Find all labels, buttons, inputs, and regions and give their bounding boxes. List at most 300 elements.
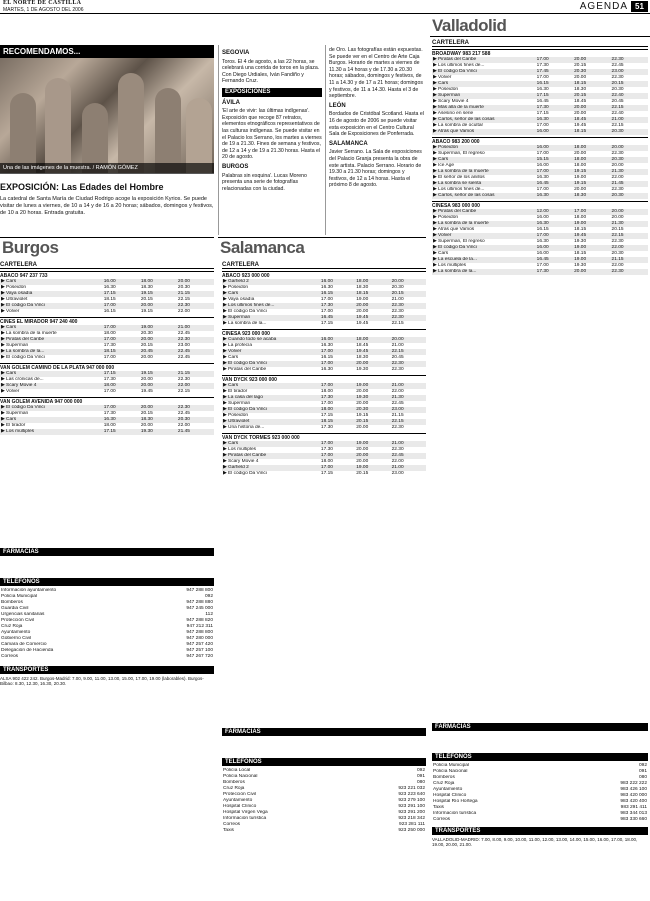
- showtime: 22.30: [391, 425, 404, 430]
- showtime: 21.00: [391, 441, 404, 446]
- showtime: 22.15: [391, 419, 404, 424]
- burgos-services: [0, 545, 214, 686]
- phone-label: Policía Municipal: [433, 763, 469, 768]
- showtime: 20.15: [391, 291, 404, 296]
- showtime: 16.30: [536, 239, 549, 244]
- showtime: 20.15: [574, 63, 587, 68]
- showtime: 16.45: [536, 99, 549, 104]
- showtime: 16.30: [103, 285, 116, 290]
- showtime: 20.15: [574, 93, 587, 98]
- showtime: 17.30: [536, 269, 549, 274]
- showtime: 20.00: [574, 187, 587, 192]
- showtime: 18.00: [574, 145, 587, 150]
- burgos-transportes: TRANSPORTES: [0, 666, 214, 674]
- showtime: 20.30: [611, 193, 624, 198]
- phone-label: Ayuntamiento: [433, 787, 463, 792]
- phone-label: Información turística: [433, 811, 477, 816]
- showtime: 21.30: [391, 395, 404, 400]
- valladolid-cartelera: CARTELERA: [432, 40, 648, 47]
- phone-label: Ayuntamiento: [223, 798, 253, 803]
- valladolid-farmacias: FARMACIAS: [432, 723, 648, 731]
- film-title: ▶ El código Da Vinci: [433, 245, 477, 250]
- showtime: 22.00: [391, 459, 404, 464]
- film-title: ▶ Los últimos fines de...: [433, 187, 485, 192]
- phone-label: Policía Nacional: [433, 769, 468, 774]
- showtime: 17.00: [103, 355, 116, 360]
- exhibitions-column: [222, 47, 322, 194]
- showtime: 22.30: [611, 57, 624, 62]
- showtime: 18.30: [356, 355, 369, 360]
- showtime: 18.00: [574, 215, 587, 220]
- phone-label: Correos: [223, 822, 241, 827]
- showtime: 19.15: [574, 181, 587, 186]
- showtime: 17.15: [103, 291, 116, 296]
- phone-label: Información ayuntamiento: [1, 588, 57, 593]
- showtime: 22.30: [177, 303, 190, 308]
- showtime: 22.15: [391, 349, 404, 354]
- showtime: 17.30: [103, 411, 116, 416]
- showtime: 19.45: [356, 349, 369, 354]
- avila-text: 'El arte de vivir: las últimas indígenas'. Exposición que recoge 87 retratos, elementos etnográficos representativos de las culturas indígenas. Se puede visitar en el Palacio los Serrano, los martes a viernes de 19 a 21.30. Fines de semana y festivos, de 12 a 14 y de 19 a 21.30 horas. Hasta el 20 de agosto.: [222, 108, 322, 161]
- showtime: 16.00: [320, 337, 333, 342]
- showtime: 20.30: [391, 285, 404, 290]
- showtime: 16.00: [103, 279, 116, 284]
- showtime: 20.45: [391, 355, 404, 360]
- showtime: 20.00: [177, 279, 190, 284]
- showtime: 18.00: [356, 279, 369, 284]
- salamanca-cinema-name: VAN DYCK TORMES 923 000 000: [222, 433, 426, 441]
- showtime: 18.15: [574, 227, 587, 232]
- phone-label: Cruz Roja: [1, 624, 23, 629]
- showtime: 19.30: [356, 395, 369, 400]
- showtime: 18.15: [574, 81, 587, 86]
- showtime: 20.00: [574, 151, 587, 156]
- showtime: 21.00: [391, 343, 404, 348]
- showtime: 20.30: [611, 129, 624, 134]
- showtime: 21.30: [611, 169, 624, 174]
- showtime: 20.00: [391, 337, 404, 342]
- film-title: ▶ El código Da Vinci: [223, 309, 267, 314]
- showtime: 20.15: [611, 81, 624, 86]
- phone-number: 923 291 100: [398, 804, 425, 809]
- phone-number: 923 223 640: [398, 792, 425, 797]
- film-title: ▶ Poseidón: [433, 145, 459, 150]
- lead-text: La catedral de Santa María de Ciudad Rodrigo acoge la exposición Kyrios. Se puede visitar de lunes a viernes, de 10 a 14 y de 16 a 20 horas; sábados, domingos y festivos, de 10 a 20 horas. Entrada gratuita.: [0, 196, 214, 216]
- phone-number: 947 288 800: [186, 588, 213, 593]
- burgos-exhibit-text: Palabras sin esquina'. Lucas Moreno presenta una serie de fotografías relacionadas con la ciudad.: [222, 172, 307, 192]
- film-title: ▶ Cars: [223, 355, 239, 360]
- film-title: ▶ Piratas del Caribe: [223, 453, 267, 458]
- showtime: 17.00: [536, 57, 549, 62]
- showtime: 20.30: [140, 331, 153, 336]
- phone-number: 983 344 013: [620, 811, 647, 816]
- showtime: 21.00: [391, 465, 404, 470]
- phone-number: 092: [416, 768, 425, 773]
- film-title: ▶ El código Da Vinci: [223, 361, 267, 366]
- phone-label: Cruz Roja: [433, 781, 455, 786]
- film-title: ▶ Una historia de...: [223, 425, 265, 430]
- showtime: 20.00: [356, 309, 369, 314]
- film-title: ▶ Cars: [223, 291, 239, 296]
- showtime: 17.00: [320, 465, 333, 470]
- table-row: [0, 429, 214, 435]
- showtime: 16.30: [320, 343, 333, 348]
- showtime: 18.00: [320, 407, 333, 412]
- showtime: 22.30: [177, 377, 190, 382]
- phone-number: 983 291 411: [620, 805, 647, 810]
- showtime: 17.00: [574, 209, 587, 214]
- film-title: ▶ Cars: [1, 417, 17, 422]
- phone-number: 091: [416, 774, 425, 779]
- showtime: 21.45: [177, 429, 190, 434]
- phone-label: Hospital Clínico: [223, 804, 257, 809]
- showtime: 16.00: [536, 145, 549, 150]
- film-title: ▶ La sombra de la muerte: [433, 169, 489, 174]
- phone-label: Información turística: [223, 816, 267, 821]
- showtime: 20.00: [611, 163, 624, 168]
- segovia-heading: SEGOVIA: [222, 50, 250, 56]
- phone-label: Delegación de Hacienda: [1, 648, 54, 653]
- salamanca-farmacias: FARMACIAS: [222, 728, 426, 736]
- showtime: 18.15: [103, 349, 116, 354]
- lead-title: EXPOSICIÓN: Las Edades del Hombre: [0, 182, 164, 192]
- showtime: 22.45: [177, 355, 190, 360]
- film-title: ▶ Los últimos fines de...: [223, 303, 275, 308]
- film-title: ▶ El código Da Vinci: [223, 471, 267, 476]
- film-title: ▶ Piratas del Caribe: [433, 57, 477, 62]
- showtime: 19.45: [574, 123, 587, 128]
- showtime: 20.00: [574, 111, 587, 116]
- showtime: 20.30: [356, 407, 369, 412]
- exhibition-photo: [0, 58, 214, 173]
- showtime: 22.30: [391, 309, 404, 314]
- showtime: 17.00: [103, 389, 116, 394]
- showtime: 18.00: [320, 389, 333, 394]
- film-title: ▶ Vaya osadía: [1, 291, 33, 296]
- showtime: 22.15: [177, 297, 190, 302]
- showtime: 18.30: [140, 285, 153, 290]
- phone-label: Policía Nacional: [223, 774, 258, 779]
- showtime: 20.00: [140, 355, 153, 360]
- film-title: ▶ Cars: [433, 81, 449, 86]
- exhibitions-banner: EXPOSICIONES: [222, 88, 322, 97]
- phone-number: 983 222 222: [620, 781, 647, 786]
- showtime: 20.00: [140, 337, 153, 342]
- film-title: ▶ Cuando todo se acaba: [223, 337, 277, 342]
- showtime: 22.45: [177, 349, 190, 354]
- showtime: 17.00: [320, 383, 333, 388]
- showtime: 16.45: [536, 257, 549, 262]
- phone-label: Hospital Virgen Vega: [223, 810, 268, 815]
- showtime: 18.30: [574, 193, 587, 198]
- film-title: ▶ Volver: [433, 233, 452, 238]
- valladolid-services: [432, 720, 648, 847]
- showtime: 19.00: [356, 441, 369, 446]
- film-title: ▶ Piratas del Caribe: [1, 337, 45, 342]
- film-title: ▶ Superman: [433, 93, 461, 98]
- film-title: ▶ Garfield 2: [223, 279, 249, 284]
- showtime: 19.00: [140, 325, 153, 330]
- film-title: ▶ Cars: [223, 383, 239, 388]
- showtime: 20.00: [356, 361, 369, 366]
- showtime: 18.00: [574, 163, 587, 168]
- showtime: 16.30: [103, 417, 116, 422]
- film-title: ▶ El señor de los anillos: [433, 175, 485, 180]
- showtime: 18.15: [103, 297, 116, 302]
- salamanca-cinema-name: ABACO 923 000 000: [222, 271, 426, 279]
- showtime: 22.45: [611, 63, 624, 68]
- film-title: ▶ Cars: [433, 251, 449, 256]
- showtime: 19.15: [140, 371, 153, 376]
- showtime: 22.30: [391, 447, 404, 452]
- segovia-text: Toros. El 4 de agosto, a las 22 horas, se celebrará una corrida de toros en la plaza. Con Diego Urdiales, Iván Fandiño y Fernando Cruz.: [222, 58, 320, 85]
- showtime: 21.15: [177, 291, 190, 296]
- valladolid-listings: [432, 40, 648, 275]
- showtime: 20.00: [140, 423, 153, 428]
- film-title: ▶ Cars: [1, 371, 17, 376]
- showtime: 19.00: [574, 257, 587, 262]
- showtime: 20.00: [611, 215, 624, 220]
- film-title: ▶ Ice Age: [433, 163, 455, 168]
- film-title: ▶ La sombra de la muerte: [433, 221, 489, 226]
- phone-number: 947 280 000: [186, 636, 213, 641]
- film-title: ▶ Más allá de la muerte: [433, 105, 484, 110]
- phone-number: 947 245 000: [186, 606, 213, 611]
- phone-number: 080: [416, 780, 425, 785]
- showtime: 17.30: [320, 447, 333, 452]
- valladolid-transport-text: VALLADOLID-MADRID: 7.00, 8.00, 9.00, 10.00, 11.00, 12.00, 13.00, 14.00, 15.00, 16.00, 17.00, 18.00, 19.00, 20.00, 21.00.: [432, 837, 638, 847]
- showtime: 17.00: [536, 75, 549, 80]
- phone-number: 947 212 311: [186, 624, 213, 629]
- film-title: ▶ Volver: [223, 349, 242, 354]
- showtime: 22.00: [611, 245, 624, 250]
- showtime: 18.30: [140, 417, 153, 422]
- film-title: ▶ El código Da Vinci: [1, 303, 45, 308]
- phone-number: 983 420 400: [620, 799, 647, 804]
- showtime: 19.00: [574, 221, 587, 226]
- showtime: 16.30: [536, 193, 549, 198]
- burgos-cinema-name: VAN GOLEM CAMINO DE LA PLATA 947 000 000: [0, 363, 214, 371]
- showtime: 19.00: [356, 465, 369, 470]
- film-title: ▶ El tirador: [223, 389, 248, 394]
- recommended-banner: RECOMENDAMOS...: [0, 45, 214, 58]
- showtime: 18.00: [356, 337, 369, 342]
- film-title: ▶ Scary Movie 4: [223, 459, 259, 464]
- film-title: ▶ El código Da Vinci: [433, 69, 477, 74]
- film-title: ▶ Poseidón: [433, 215, 459, 220]
- film-title: ▶ Asesino en serie: [433, 111, 474, 116]
- film-title: ▶ Superman: [1, 343, 29, 348]
- showtime: 17.15: [536, 111, 549, 116]
- film-title: ▶ El código Da Vinci: [223, 407, 267, 412]
- publication-name: EL NORTE DE CASTILLA: [3, 0, 82, 6]
- showtime: 19.00: [574, 245, 587, 250]
- film-title: ▶ Superman: [223, 401, 251, 406]
- showtime: 20.15: [140, 343, 153, 348]
- table-row: [432, 269, 648, 275]
- showtime: 21.00: [611, 117, 624, 122]
- showtime: 16.45: [320, 315, 333, 320]
- showtime: 18.45: [574, 117, 587, 122]
- burgos-cartelera: CARTELERA: [0, 262, 214, 269]
- table-row: [222, 425, 426, 431]
- showtime: 23.00: [177, 343, 190, 348]
- showtime: 18.00: [103, 383, 116, 388]
- phone-number: 923 291 200: [398, 810, 425, 815]
- showtime: 22.45: [177, 331, 190, 336]
- phone-number: 983 420 000: [620, 793, 647, 798]
- showtime: 19.45: [140, 389, 153, 394]
- showtime: 20.00: [611, 209, 624, 214]
- film-title: ▶ La sombra de la...: [223, 321, 267, 326]
- showtime: 20.15: [611, 227, 624, 232]
- showtime: 18.00: [140, 279, 153, 284]
- showtime: 20.45: [140, 349, 153, 354]
- photo-caption: Una de las imágenes de la muestra. / RAMÓN GÓMEZ: [0, 163, 214, 174]
- showtime: 20.00: [140, 303, 153, 308]
- showtime: 17.00: [536, 187, 549, 192]
- phone-number: 091: [638, 769, 647, 774]
- film-title: ▶ Superman, El regreso: [433, 151, 485, 156]
- film-title: ▶ Las crónicas de...: [1, 377, 44, 382]
- showtime: 20.00: [356, 303, 369, 308]
- phone-number: 947 288 880: [186, 600, 213, 605]
- table-row: [0, 309, 214, 315]
- showtime: 22.00: [611, 263, 624, 268]
- film-title: ▶ Superman: [223, 315, 251, 320]
- showtime: 16.30: [320, 285, 333, 290]
- showtime: 20.00: [140, 405, 153, 410]
- showtime: 23.00: [611, 69, 624, 74]
- film-title: ▶ Poseidón: [223, 285, 249, 290]
- showtime: 20.15: [140, 297, 153, 302]
- phone-label: Protección Civil: [223, 792, 257, 797]
- showtime: 20.00: [574, 269, 587, 274]
- phone-label: Gobierno Civil: [1, 636, 32, 641]
- phone-label: Cruz Roja: [223, 786, 245, 791]
- phone-number: 983 330 660: [620, 817, 647, 822]
- showtime: 18.15: [356, 291, 369, 296]
- showtime: 22.30: [611, 75, 624, 80]
- film-title: ▶ Los múltiples: [223, 447, 257, 452]
- showtime: 17.00: [320, 349, 333, 354]
- salamanca-heading: Salamanca: [220, 238, 305, 257]
- table-row: [222, 367, 426, 373]
- exhibitions-column-2: [329, 47, 424, 191]
- showtime: 22.45: [391, 453, 404, 458]
- showtime: 23.00: [391, 407, 404, 412]
- showtime: 19.15: [140, 291, 153, 296]
- showtime: 16.15: [320, 291, 333, 296]
- showtime: 22.15: [611, 233, 624, 238]
- showtime: 17.00: [320, 309, 333, 314]
- burgos-farmacias: FARMACIAS: [0, 548, 214, 556]
- film-title: ▶ Volver: [1, 389, 20, 394]
- showtime: 22.00: [391, 389, 404, 394]
- showtime: 17.30: [536, 63, 549, 68]
- showtime: 17.30: [320, 425, 333, 430]
- showtime: 22.40: [611, 93, 624, 98]
- showtime: 20.00: [356, 389, 369, 394]
- salamanca-exhibit-heading: SALAMANCA: [329, 140, 368, 147]
- showtime: 22.30: [611, 269, 624, 274]
- phone-number: 092: [638, 763, 647, 768]
- film-title: ▶ Volver: [1, 309, 20, 314]
- showtime: 21.00: [177, 325, 190, 330]
- showtime: 20.30: [177, 285, 190, 290]
- showtime: 20.00: [356, 425, 369, 430]
- salamanca-cartelera: CARTELERA: [222, 262, 426, 269]
- phone-label: Taxis: [433, 805, 444, 810]
- film-title: ▶ Superman: [1, 411, 29, 416]
- film-title: ▶ La casa del lago: [223, 395, 263, 400]
- showtime: 17.00: [103, 325, 116, 330]
- showtime: 17.00: [320, 361, 333, 366]
- film-title: ▶ La sombra se sienta: [433, 181, 482, 186]
- avila-heading: ÁVILA: [222, 99, 240, 106]
- phone-label: Bomberos: [433, 775, 455, 780]
- showtime: 19.15: [140, 309, 153, 314]
- phone-label: Guardia Civil: [1, 606, 29, 611]
- showtime: 23.00: [391, 471, 404, 476]
- phone-label: Policía Municipal: [1, 594, 37, 599]
- phone-label: Correos: [1, 654, 19, 659]
- showtime: 17.00: [103, 405, 116, 410]
- showtime: 22.30: [391, 303, 404, 308]
- valladolid-transportes: TRANSPORTES: [432, 827, 648, 835]
- salamanca-services: [222, 725, 426, 834]
- page-header: [0, 0, 650, 14]
- showtime: 22.30: [611, 239, 624, 244]
- showtime: 22.30: [611, 151, 624, 156]
- film-title: ▶ Carlos, señor de las cosas: [433, 117, 495, 122]
- showtime: 22.00: [177, 383, 190, 388]
- showtime: 17.30: [103, 377, 116, 382]
- table-row: [0, 355, 214, 361]
- showtime: 20.30: [611, 251, 624, 256]
- showtime: 16.00: [536, 215, 549, 220]
- salamanca-telefonos: TELÉFONOS: [222, 758, 426, 766]
- valladolid-cinema-name: ABACO 983 200 000: [432, 137, 648, 145]
- phone-row: [222, 828, 426, 834]
- phone-number: 112: [205, 612, 213, 617]
- showtime: 19.15: [574, 169, 587, 174]
- showtime: 20.00: [140, 383, 153, 388]
- phone-label: Bomberos: [1, 600, 23, 605]
- phone-number: 923 221 032: [398, 786, 425, 791]
- showtime: 20.15: [140, 411, 153, 416]
- showtime: 18.45: [574, 99, 587, 104]
- phone-label: Urgencias sanitarias: [1, 612, 45, 617]
- burgos-exhibit-heading: BURGOS: [222, 163, 249, 170]
- showtime: 22.30: [177, 405, 190, 410]
- showtime: 20.15: [356, 419, 369, 424]
- showtime: 22.30: [391, 315, 404, 320]
- showtime: 17.00: [320, 297, 333, 302]
- phone-label: Correos: [433, 817, 451, 822]
- showtime: 16.00: [536, 163, 549, 168]
- showtime: 20.00: [356, 459, 369, 464]
- burgos-cinema-name: VAN GOLEM AVENIDA 947 000 000: [0, 397, 214, 405]
- showtime: 17.00: [103, 303, 116, 308]
- film-title: ▶ La sombra de la...: [433, 269, 477, 274]
- showtime: 22.30: [391, 367, 404, 372]
- showtime: 22.15: [611, 123, 624, 128]
- showtime: 18.00: [320, 459, 333, 464]
- showtime: 16.15: [103, 309, 116, 314]
- showtime: 19.30: [356, 367, 369, 372]
- showtime: 19.00: [574, 175, 587, 180]
